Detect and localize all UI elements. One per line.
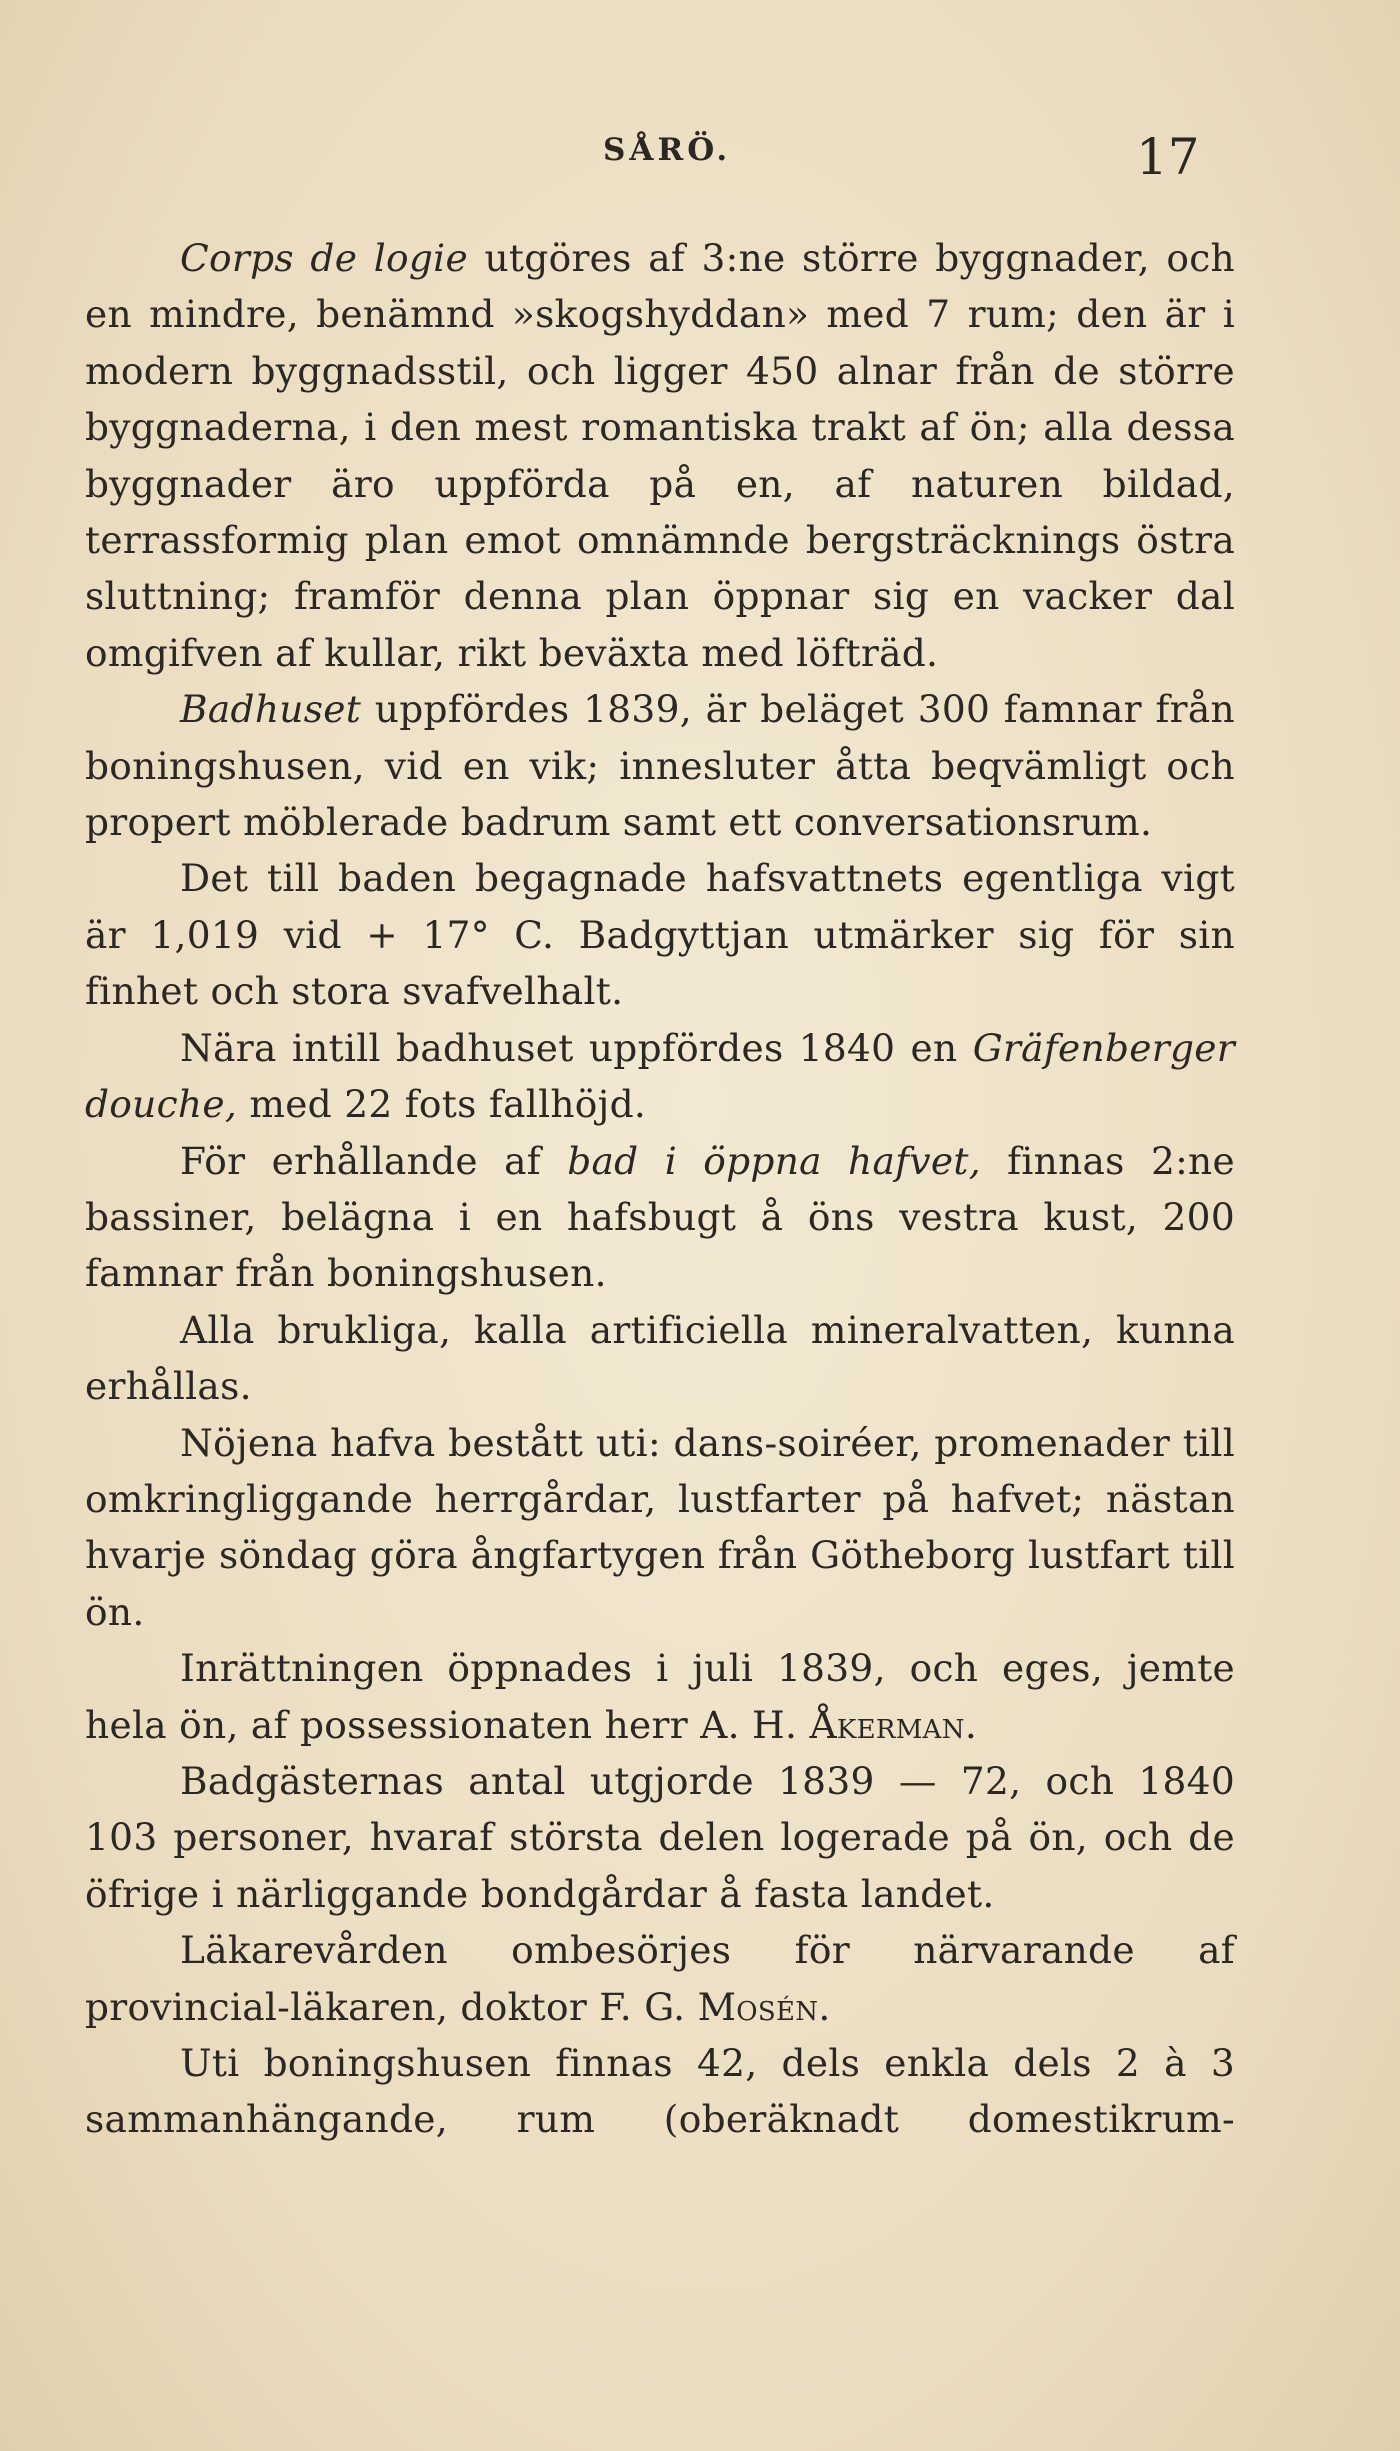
italic-term: bad i öppna hafvet, <box>567 1138 981 1183</box>
small-caps-name: Åkerman <box>809 1702 965 1747</box>
paragraph-text: . <box>818 1984 831 2029</box>
running-title: SÅRÖ. <box>603 132 732 168</box>
paragraph-text: För erhållande af <box>180 1138 568 1183</box>
paragraph-text: Det till baden begagnade hafsvattnets egentliga vigt är 1,019 vid + 17° C. Badgyttjan utmärker sig för sin finhet och stora svafvelhalt. <box>85 856 1235 1014</box>
page-header <box>0 128 1400 198</box>
paragraph-hafsvatten <box>85 850 1235 1019</box>
paragraph-bad-hafvet <box>85 1133 1235 1302</box>
paragraph-text: Uti boningshusen finnas 42, dels enkla dels 2 à 3 sammanhängande, rum (oberäknadt domestikrum- <box>85 2041 1235 2142</box>
paragraph-text: Alla brukliga, kalla artificiella mineralvatten, kunna erhållas. <box>85 1307 1235 1409</box>
paragraph-text: Badgästernas antal utgjorde 1839 — 72, och 1840 103 personer, hvaraf största delen logerade på ön, och de öfrige i närliggande bondgårdar å fasta landet. <box>85 1758 1235 1916</box>
paragraph-mineralvatten <box>85 1302 1235 1415</box>
paragraph-badgaster <box>85 1753 1235 1922</box>
paragraph-lakarevarden <box>85 1922 1235 2035</box>
paragraph-text: Läkarevården ombesörjes för närvarande af provincial-läkaren, doktor F. G. <box>85 1928 1235 2029</box>
paragraph-inrattningen <box>85 1640 1235 1753</box>
paragraph-corps-de-logie <box>85 230 1235 681</box>
italic-term: Badhuset <box>180 687 362 732</box>
paragraph-text: Nöjena hafva bestått uti: dans-soiréer, promenader till omkringliggande herrgårdar, lustfarter på hafvet; nästan hvarje söndag göra ångfartygen från Götheborg lustfart till ön. <box>85 1420 1235 1634</box>
paragraph-text: utgöres af 3:ne större byggnader, och en mindre, benämnd »skogshyddan» med 7 rum; den är i modern byggnadsstil, och ligger 450 alnar från de större byggnaderna, i den mest romantiska trakt af ön; alla dessa byggnader äro uppförda på en, af naturen bildad, terrassformig plan emot omnämnde bergsträcknings östra sluttning; framför denna plan öppnar sig en vacker dal omgifven af kullar, rikt beväxta med löfträd. <box>85 236 1235 675</box>
paragraph-text: uppfördes 1839, är beläget 300 famnar från boningshusen, vid en vik; innesluter åtta beqvämligt och propert möblerade badrum samt ett conversationsrum. <box>85 687 1235 845</box>
paragraph-douche <box>85 1020 1235 1133</box>
paragraph-text: Nära intill badhuset uppfördes 1840 en <box>180 1025 973 1070</box>
paragraph-text: med 22 fots fallhöjd. <box>237 1082 647 1127</box>
italic-term: Gräfenberger douche, <box>85 1025 1235 1127</box>
body-text <box>85 230 1235 2148</box>
paragraph-boningshusen <box>85 2035 1235 2148</box>
italic-term: Corps de logie <box>180 236 468 280</box>
paragraph-text: . <box>964 1702 978 1747</box>
small-caps-name: Mosén <box>697 1984 819 2029</box>
paragraph-nojen <box>85 1415 1235 1641</box>
paragraph-badhuset <box>85 681 1235 850</box>
paragraph-text: Inrättningen öppnades i juli 1839, och eges, jemte hela ön, af possessionaten herr A. H. <box>85 1646 1235 1747</box>
page-number: 17 <box>1136 128 1200 186</box>
paragraph-text: finnas 2:ne bassiner, belägna i en hafsbugt å öns vestra kust, 200 famnar från boningshusen. <box>85 1138 1235 1296</box>
